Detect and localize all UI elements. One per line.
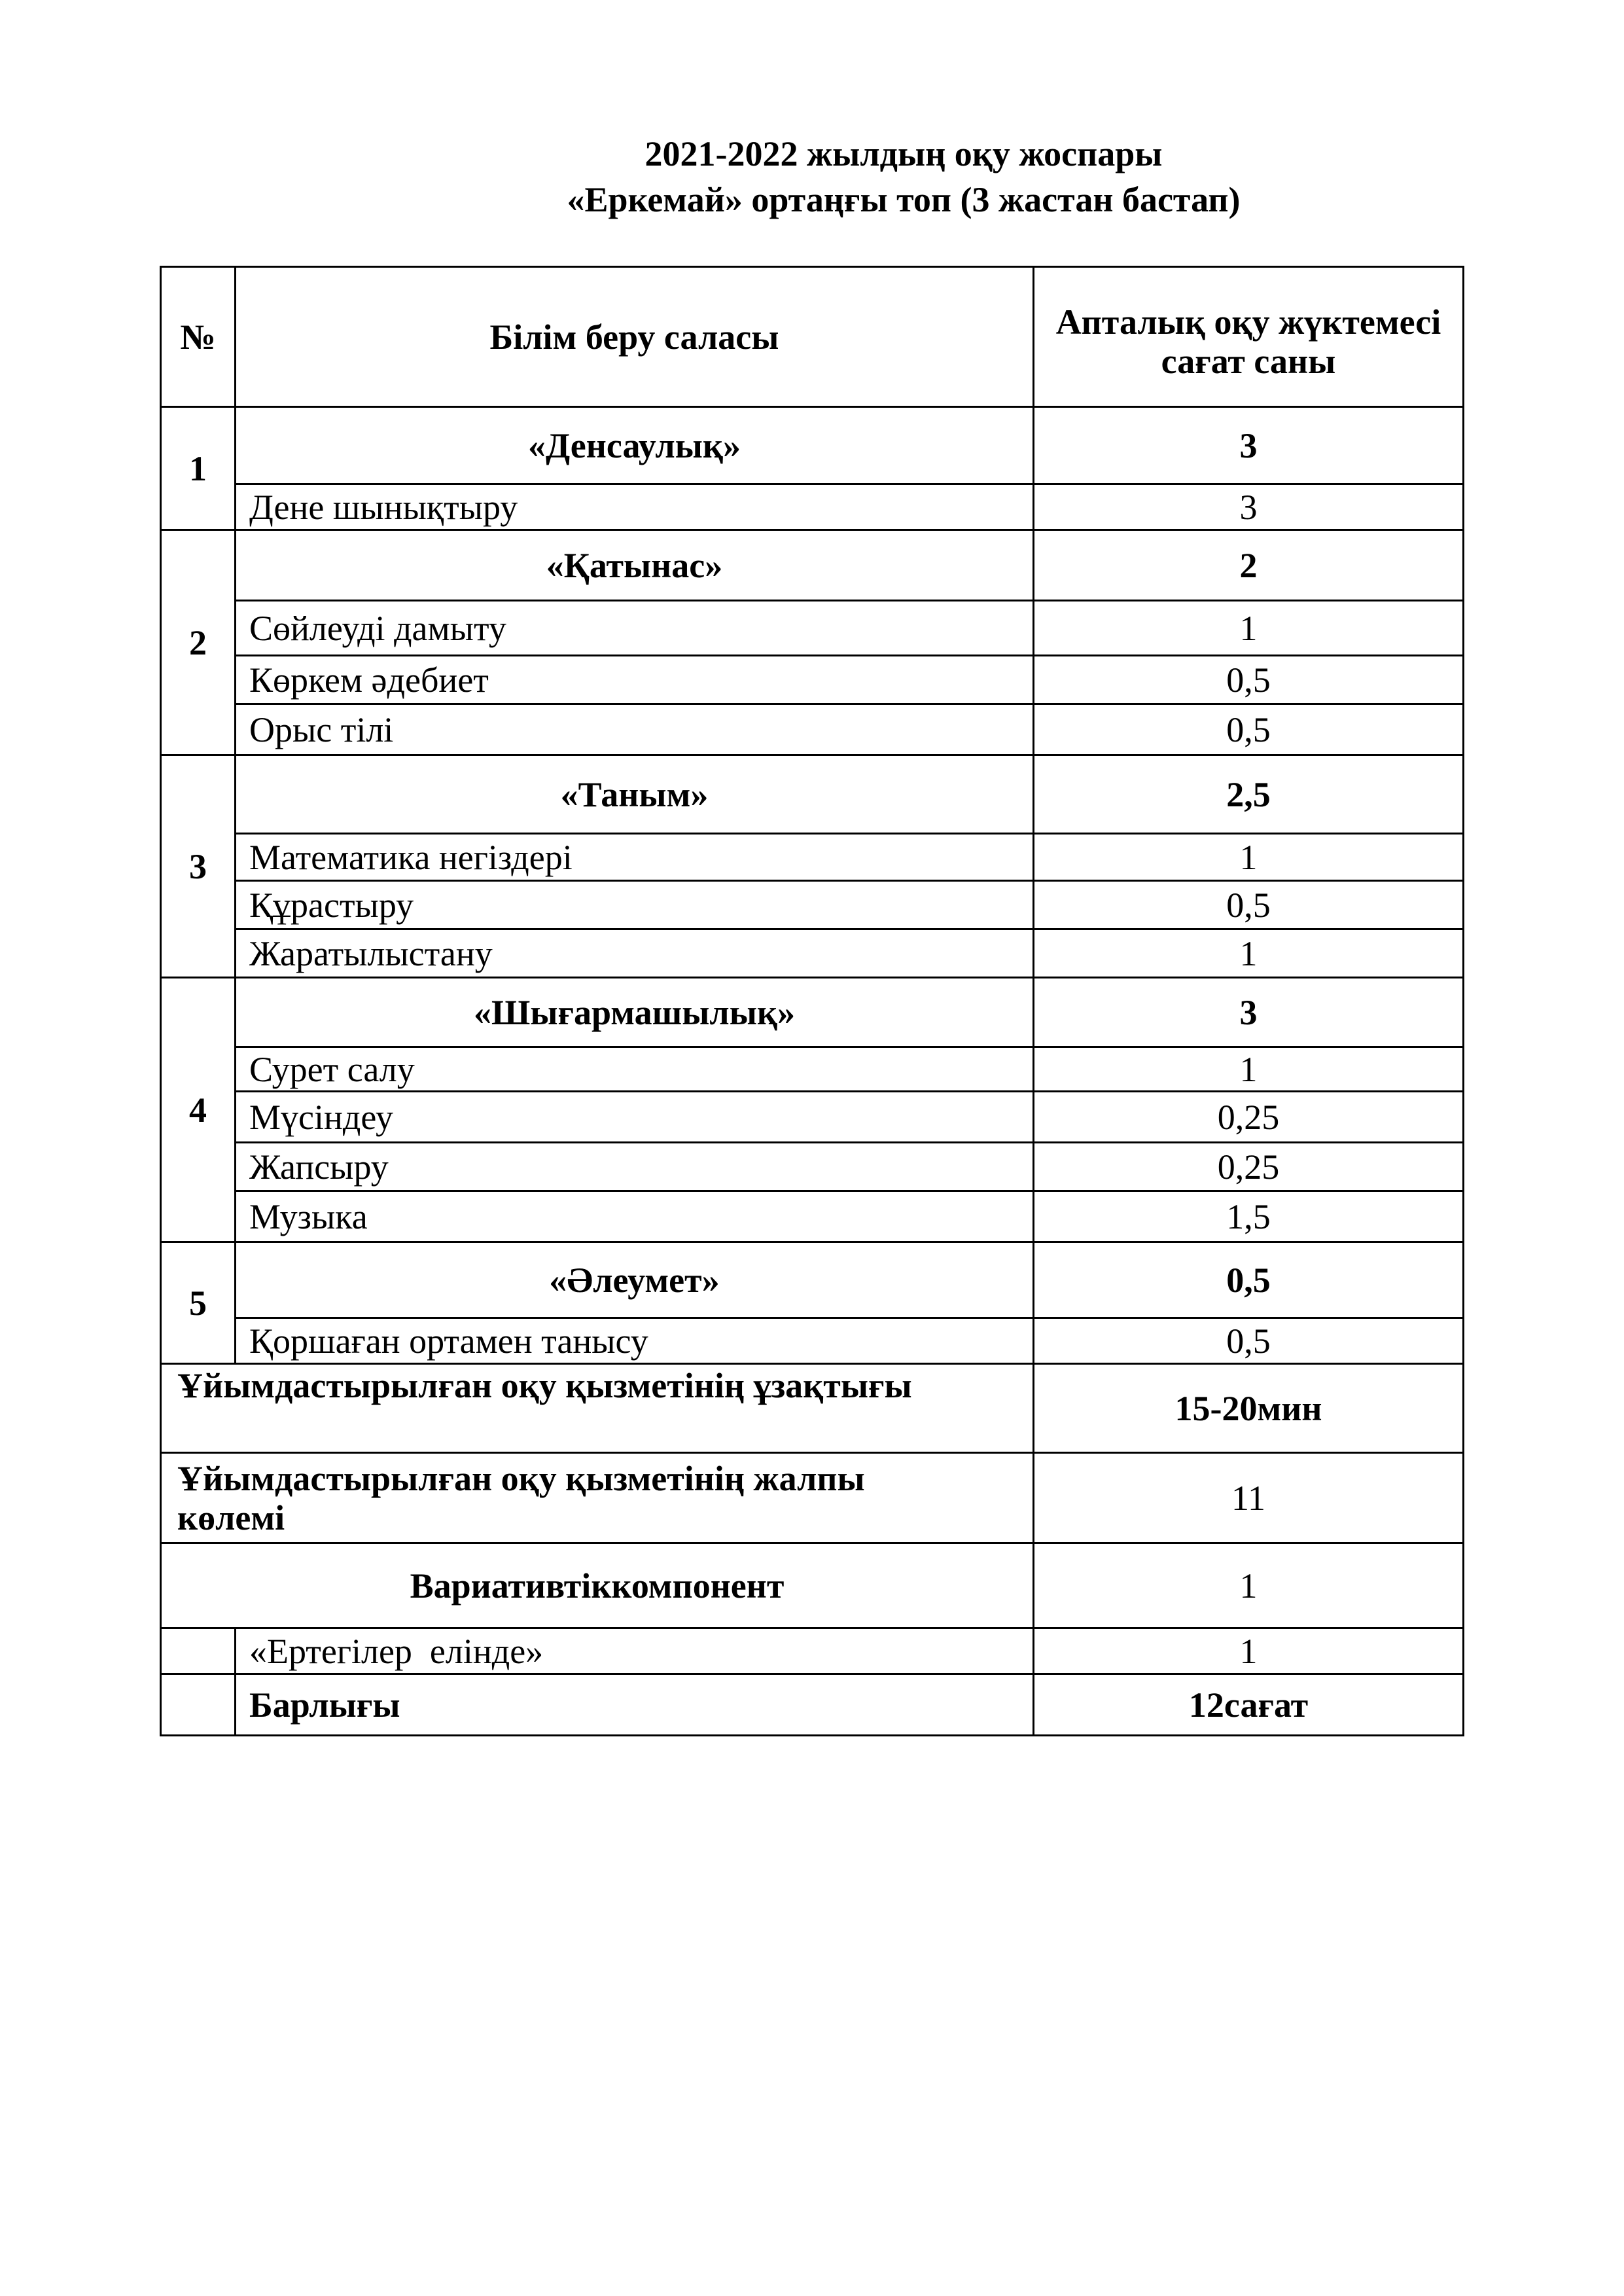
fairy-value: 1 <box>1034 1628 1464 1674</box>
subject-name: Дене шынықтыру <box>236 484 1034 530</box>
table-row <box>161 1674 1464 1736</box>
table-row <box>161 1242 1464 1318</box>
section-area: «Қатынас» <box>236 530 1034 601</box>
table-row <box>161 1453 1464 1543</box>
section-hours: 3 <box>1034 407 1464 484</box>
section-area: «Шығармашылық» <box>236 978 1034 1047</box>
subject-name: Музыка <box>236 1191 1034 1242</box>
subject-hours: 1 <box>1034 601 1464 656</box>
section-number: 3 <box>161 755 236 978</box>
section-number: 4 <box>161 978 236 1242</box>
subject-name: Сөйлеуді дамыту <box>236 601 1034 656</box>
section-hours: 3 <box>1034 978 1464 1047</box>
subject-name: Жапсыру <box>236 1143 1034 1191</box>
table-row <box>161 601 1464 656</box>
header-load-line-1: Апталық оқу жүктемесі <box>1055 302 1441 342</box>
section-hours: 0,5 <box>1034 1242 1464 1318</box>
curriculum-table <box>160 266 1464 1736</box>
total-label: Барлығы <box>236 1674 1034 1736</box>
total-volume-label <box>161 1453 1034 1543</box>
table-row <box>161 1191 1464 1242</box>
subject-name: Орыс тілі <box>236 704 1034 755</box>
section-area: «Әлеумет» <box>236 1242 1034 1318</box>
total-volume-label-line-2: көлемі <box>177 1498 285 1537</box>
section-number: 5 <box>161 1242 236 1364</box>
table-row <box>161 929 1464 978</box>
header-area: Білім беру саласы <box>236 267 1034 407</box>
subject-name: Математика негіздері <box>236 834 1034 881</box>
empty-cell <box>161 1674 236 1736</box>
subject-hours: 1 <box>1034 1047 1464 1092</box>
table-row <box>161 1143 1464 1191</box>
table-row <box>161 978 1464 1047</box>
header-number: № <box>161 267 236 407</box>
empty-cell <box>161 1628 236 1674</box>
subject-hours: 0,25 <box>1034 1092 1464 1143</box>
section-hours: 2,5 <box>1034 755 1464 834</box>
document-title <box>0 131 1624 223</box>
table-row <box>161 881 1464 929</box>
variative-value: 1 <box>1034 1543 1464 1628</box>
table-row <box>161 1047 1464 1092</box>
section-hours: 2 <box>1034 530 1464 601</box>
subject-hours: 3 <box>1034 484 1464 530</box>
duration-value: 15-20мин <box>1034 1364 1464 1453</box>
subject-hours: 0,5 <box>1034 881 1464 929</box>
title-line-2: «Еркемай» ортаңғы топ (3 жастан бастап) <box>567 180 1241 219</box>
variative-label: Вариативтіккомпонент <box>161 1543 1034 1628</box>
subject-name: Қоршаған ортамен танысу <box>236 1318 1034 1364</box>
total-value: 12сағат <box>1034 1674 1464 1736</box>
table-row <box>161 755 1464 834</box>
table-row <box>161 1628 1464 1674</box>
section-area: «Таным» <box>236 755 1034 834</box>
title-line-1: 2021-2022 жылдың оқу жоспары <box>644 134 1163 173</box>
section-number: 1 <box>161 407 236 530</box>
table-row <box>161 407 1464 484</box>
duration-label: Ұйымдастырылған оқу қызметінің ұзақтығы <box>161 1364 1034 1453</box>
header-load <box>1034 267 1464 407</box>
subject-hours: 0,5 <box>1034 1318 1464 1364</box>
table-header-row <box>161 267 1464 407</box>
subject-name: Мүсіндеу <box>236 1092 1034 1143</box>
table-row <box>161 1318 1464 1364</box>
table-row <box>161 834 1464 881</box>
table-row <box>161 704 1464 755</box>
subject-hours: 0,25 <box>1034 1143 1464 1191</box>
subject-hours: 0,5 <box>1034 656 1464 704</box>
subject-name: Сурет салу <box>236 1047 1034 1092</box>
table-row <box>161 530 1464 601</box>
subject-name: Көркем әдебиет <box>236 656 1034 704</box>
subject-hours: 0,5 <box>1034 704 1464 755</box>
subject-hours: 1,5 <box>1034 1191 1464 1242</box>
table-row <box>161 484 1464 530</box>
section-area: «Денсаулық» <box>236 407 1034 484</box>
total-volume-label-line-1: Ұйымдастырылған оқу қызметінің жалпы <box>177 1458 865 1498</box>
table-row <box>161 1364 1464 1453</box>
subject-name: Құрастыру <box>236 881 1034 929</box>
section-number: 2 <box>161 530 236 755</box>
table-row <box>161 1092 1464 1143</box>
subject-hours: 1 <box>1034 929 1464 978</box>
total-volume-value: 11 <box>1034 1453 1464 1543</box>
fairy-label: «Ертегілер елінде» <box>236 1628 1034 1674</box>
header-load-line-2: сағат саны <box>1161 341 1336 381</box>
table-row <box>161 1543 1464 1628</box>
subject-name: Жаратылыстану <box>236 929 1034 978</box>
table-row <box>161 656 1464 704</box>
subject-hours: 1 <box>1034 834 1464 881</box>
